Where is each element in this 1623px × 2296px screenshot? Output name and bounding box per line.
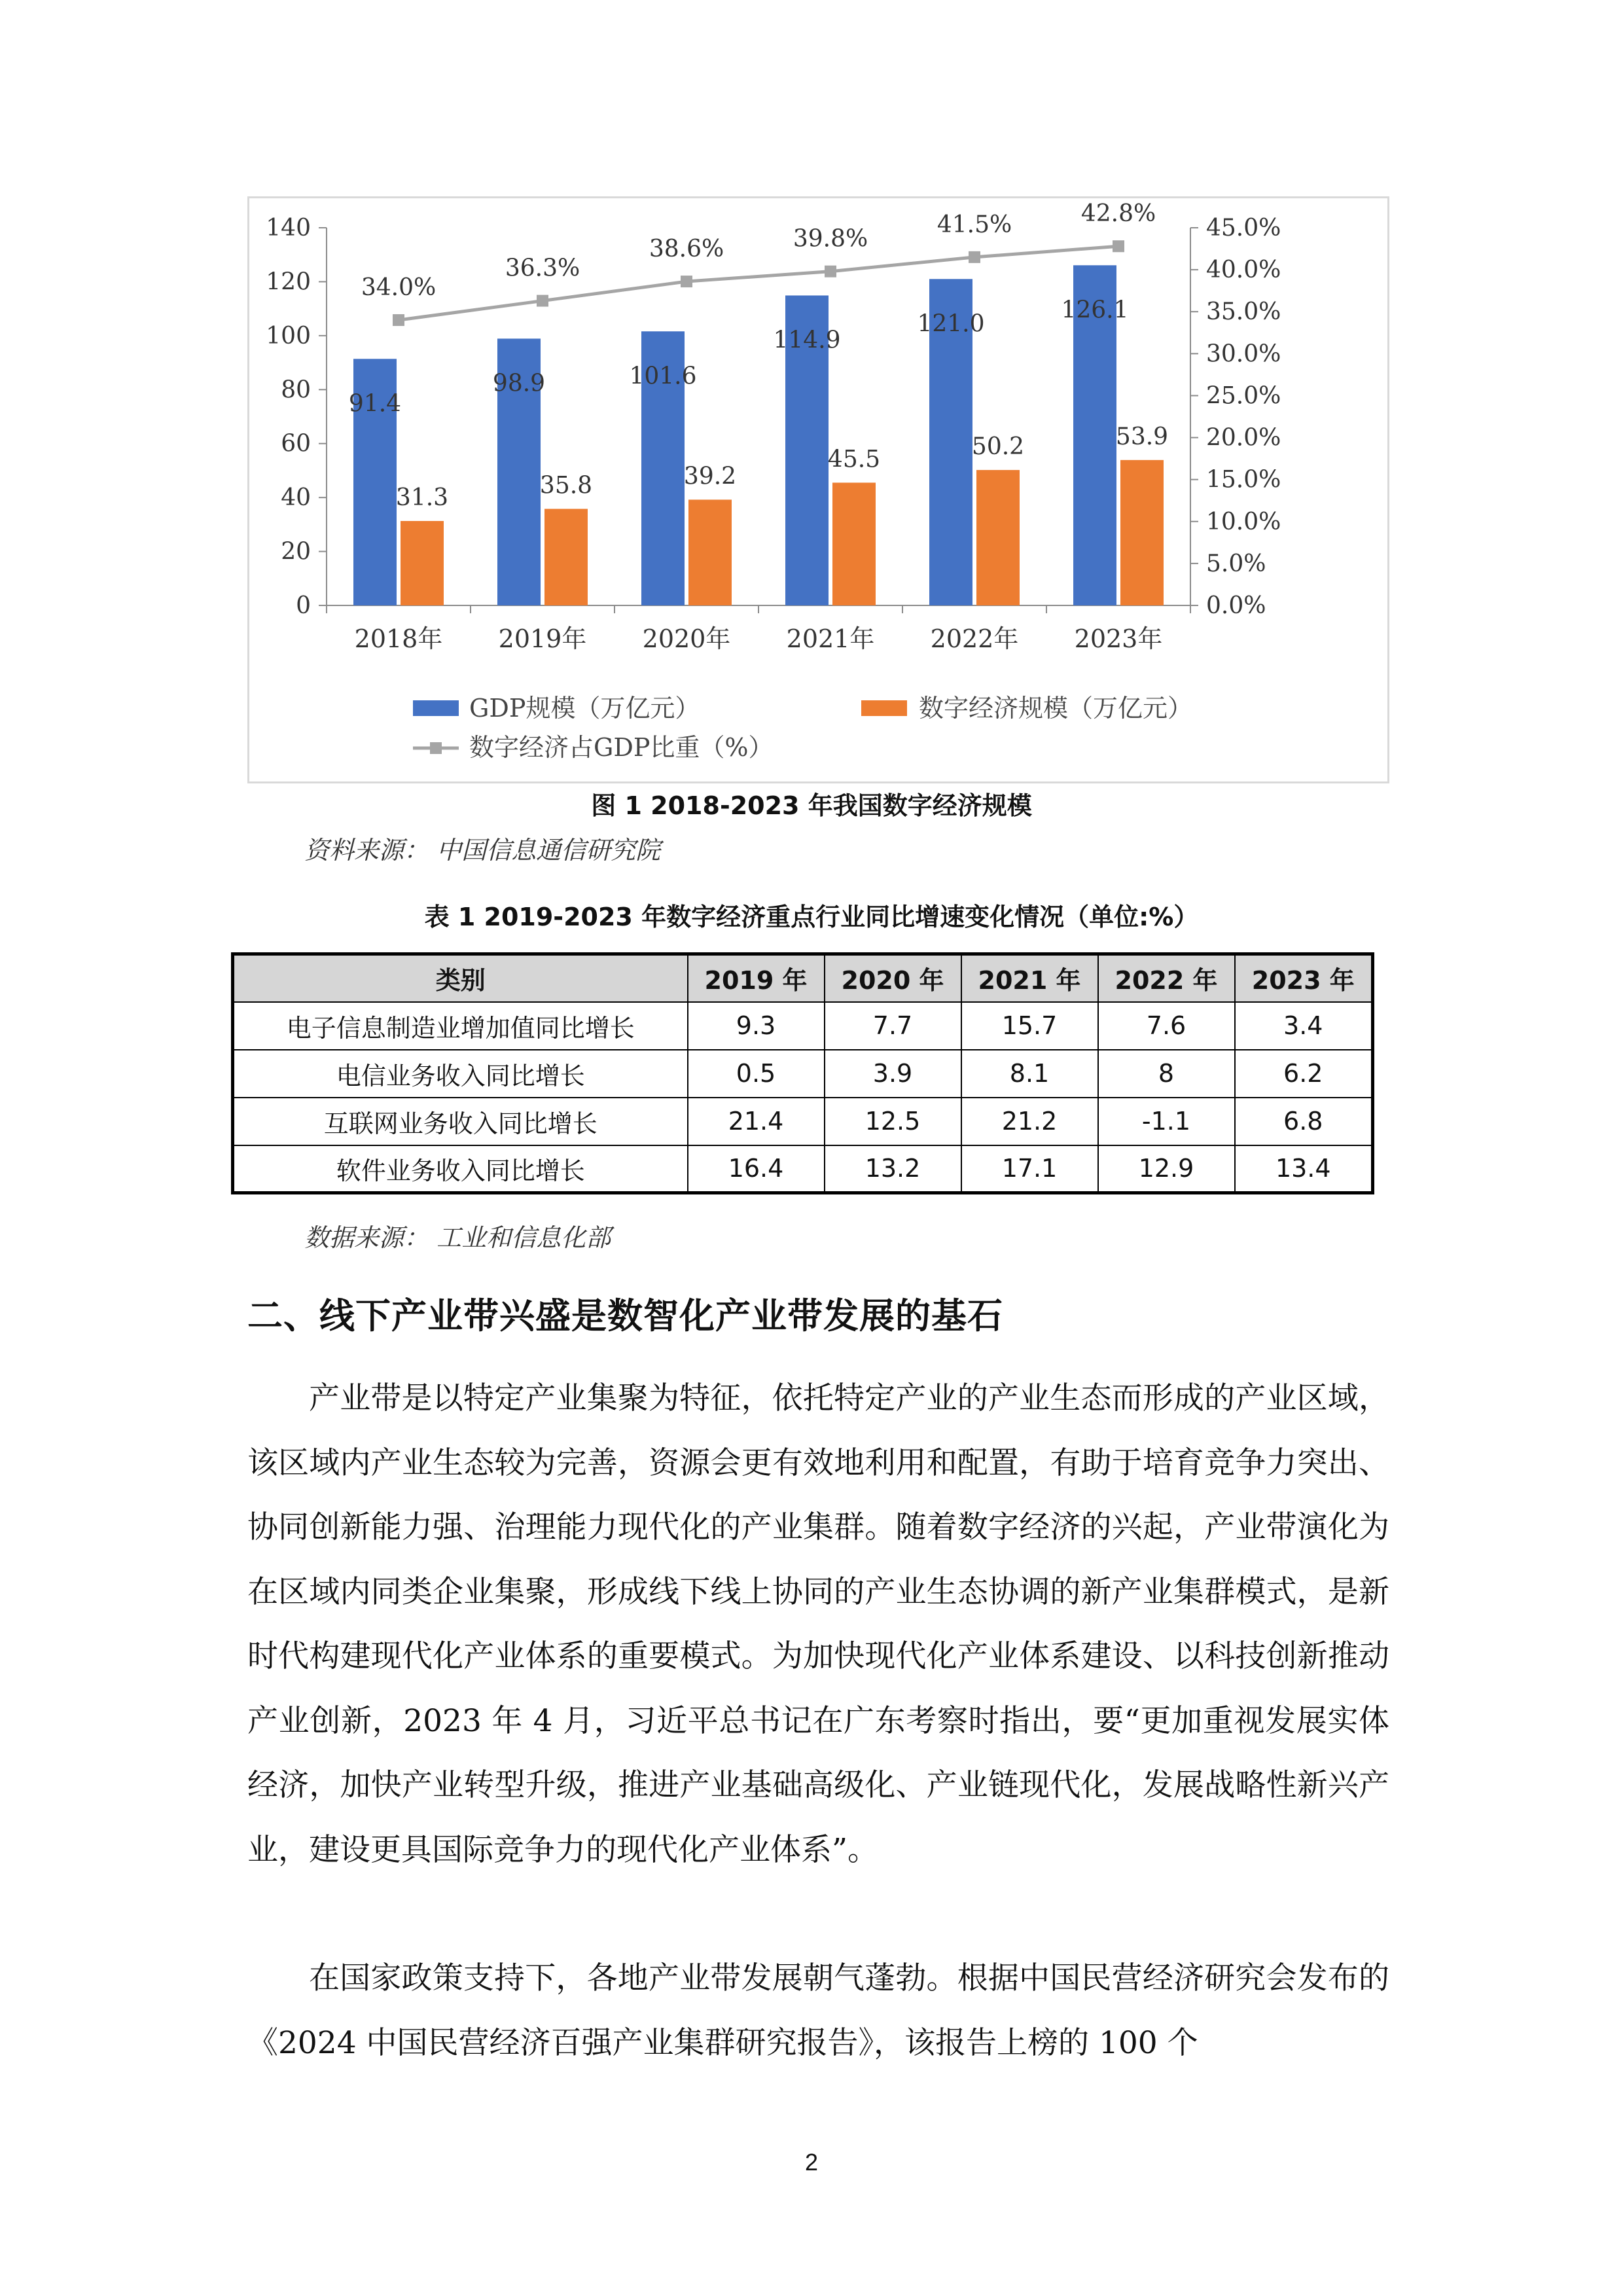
data-label: 126.1	[1061, 296, 1129, 324]
data-label: 121.0	[917, 310, 985, 338]
table-cell: 7.6	[1098, 1002, 1235, 1050]
table-cell: 7.7	[825, 1002, 961, 1050]
data-label: 31.3	[395, 484, 449, 511]
header-cell: 类别	[233, 954, 688, 1002]
table-cell: 13.2	[825, 1145, 961, 1193]
table-cell: 0.5	[688, 1050, 825, 1098]
table-cell: 6.2	[1235, 1050, 1373, 1098]
table-cell: 16.4	[688, 1145, 825, 1193]
table-cell: 21.4	[688, 1098, 825, 1145]
data-label: 34.0%	[361, 274, 437, 302]
bar	[688, 499, 732, 605]
y-tick-label: 20	[281, 538, 311, 565]
header-cell: 2023 年	[1235, 954, 1373, 1002]
y-tick-label: 120	[266, 268, 311, 296]
chart	[249, 198, 1391, 785]
data-label: 50.2	[971, 433, 1025, 461]
legend-marker	[430, 742, 442, 754]
y-tick-label: 60	[281, 430, 311, 457]
line-marker	[1113, 240, 1124, 252]
bar	[976, 470, 1020, 605]
table-row	[233, 1098, 1373, 1145]
y-tick-label: 0	[296, 592, 311, 619]
table-cell: 15.7	[961, 1002, 1098, 1050]
legend-label: 数字经济规模（万亿元）	[919, 694, 1193, 723]
data-label: 39.8%	[793, 225, 868, 253]
header-cell: 2020 年	[825, 954, 961, 1002]
y2-tick-label: 35.0%	[1206, 298, 1281, 326]
header-cell: 2022 年	[1098, 954, 1235, 1002]
y2-tick-label: 15.0%	[1206, 466, 1281, 493]
data-label: 39.2	[683, 463, 737, 490]
table-cell: 8.1	[961, 1050, 1098, 1098]
bar	[1120, 460, 1164, 605]
y2-tick-label: 5.0%	[1206, 550, 1266, 577]
table-cell: 12.5	[825, 1098, 961, 1145]
y-tick-label: 80	[281, 376, 311, 404]
data-table	[231, 952, 1374, 1194]
line-marker	[537, 295, 548, 307]
table-cell: 17.1	[961, 1145, 1098, 1193]
figure-caption: 图 1 2018-2023 年我国数字经济规模	[591, 791, 1032, 820]
page-number: 2	[804, 2149, 819, 2176]
y-tick-label: 100	[266, 322, 311, 350]
x-tick-label: 2021年	[786, 624, 875, 653]
chart-frame	[247, 196, 1389, 783]
table-cell: -1.1	[1098, 1098, 1235, 1145]
data-label: 36.3%	[505, 255, 580, 282]
y2-tick-label: 10.0%	[1206, 508, 1281, 535]
table-cell: 9.3	[688, 1002, 825, 1050]
data-label: 101.6	[629, 363, 697, 390]
table-row	[233, 1050, 1373, 1098]
legend-label: 数字经济占GDP比重（%）	[469, 733, 774, 762]
line-marker	[825, 266, 836, 278]
x-tick-label: 2022年	[930, 624, 1019, 653]
bar	[544, 509, 588, 605]
data-label: 98.9	[492, 370, 546, 397]
data-label: 53.9	[1115, 423, 1169, 450]
paragraph: 产业带是以特定产业集聚为特征，依托特定产业的产业生态而形成的产业区域，该区域内产业生态较为完善，资源会更有效地利用和配置，有助于培育竞争力突出、协同创新能力强、治理能力现代化的产业集群。随着数字经济的兴起，产业带演化为在区域内同类企业集聚，形成线下线上协同的产业生态协调的新产业集群模式，是新时代构建现代化产业体系的重要模式。为加快现代化产业体系建设、以科技创新推动产业创新，2023 年 4 月，习近平总书记在广东考察时指出，要“更加重视发展实体经济，加快产业转型升级，推进产业基础高级化、产业链现代化，发展战略性新兴产业，建设更具国际竞争力的现代化产业体系”。	[247, 1380, 1389, 1868]
x-tick-label: 2023年	[1074, 624, 1163, 653]
table-cell: 3.9	[825, 1050, 961, 1098]
y2-tick-label: 25.0%	[1206, 382, 1281, 410]
data-label: 91.4	[348, 390, 402, 418]
legend-swatch	[861, 700, 907, 716]
data-label: 38.6%	[649, 236, 724, 263]
bar	[832, 482, 876, 605]
figure-source: 资料来源： 中国信息通信研究院	[304, 836, 661, 865]
line-marker	[393, 314, 404, 326]
table-cell: 12.9	[1098, 1145, 1235, 1193]
section-heading: 二、线下产业带兴盛是数智化产业带发展的基石	[247, 1295, 1003, 1336]
legend-swatch	[413, 700, 459, 716]
header-cell: 2021 年	[961, 954, 1098, 1002]
y2-tick-label: 20.0%	[1206, 424, 1281, 452]
x-tick-label: 2020年	[642, 624, 731, 653]
y-tick-label: 40	[281, 484, 311, 512]
table-cell: 13.4	[1235, 1145, 1373, 1193]
table-row	[233, 1002, 1373, 1050]
x-tick-label: 2018年	[354, 624, 443, 653]
x-tick-label: 2019年	[498, 624, 587, 653]
data-label: 41.5%	[936, 211, 1012, 238]
line-marker	[969, 251, 980, 263]
data-label: 42.8%	[1080, 200, 1156, 228]
table-source: 数据来源： 工业和信息化部	[304, 1223, 611, 1252]
table-row	[233, 1145, 1373, 1193]
table-cell: 6.8	[1235, 1098, 1373, 1145]
table-cell: 3.4	[1235, 1002, 1373, 1050]
table-caption: 表 1 2019-2023 年数字经济重点行业同比增速变化情况（单位:%）	[424, 903, 1199, 931]
table-cell: 电子信息制造业增加值同比增长	[233, 1002, 688, 1050]
table-cell: 8	[1098, 1050, 1235, 1098]
table-header-row	[233, 954, 1373, 1002]
data-label: 45.5	[827, 446, 881, 473]
table-cell: 电信业务收入同比增长	[233, 1050, 688, 1098]
table-cell: 软件业务收入同比增长	[233, 1145, 688, 1193]
y2-tick-label: 30.0%	[1206, 340, 1281, 368]
line-marker	[681, 276, 692, 287]
table-cell: 21.2	[961, 1098, 1098, 1145]
data-label: 35.8	[539, 472, 593, 499]
bar	[401, 521, 444, 605]
paragraph: 在国家政策支持下，各地产业带发展朝气蓬勃。根据中国民营经济研究会发布的《2024 中国民营经济百强产业集群研究报告》，该报告上榜的 100 个	[247, 1960, 1389, 2061]
y-tick-label: 140	[266, 215, 311, 242]
legend-label: GDP规模（万亿元）	[469, 694, 700, 723]
header-cell: 2019 年	[688, 954, 825, 1002]
table-cell: 互联网业务收入同比增长	[233, 1098, 688, 1145]
y2-tick-label: 40.0%	[1206, 257, 1281, 284]
data-label: 114.9	[773, 327, 841, 354]
y2-tick-label: 0.0%	[1206, 592, 1266, 619]
y2-tick-label: 45.0%	[1206, 215, 1281, 242]
